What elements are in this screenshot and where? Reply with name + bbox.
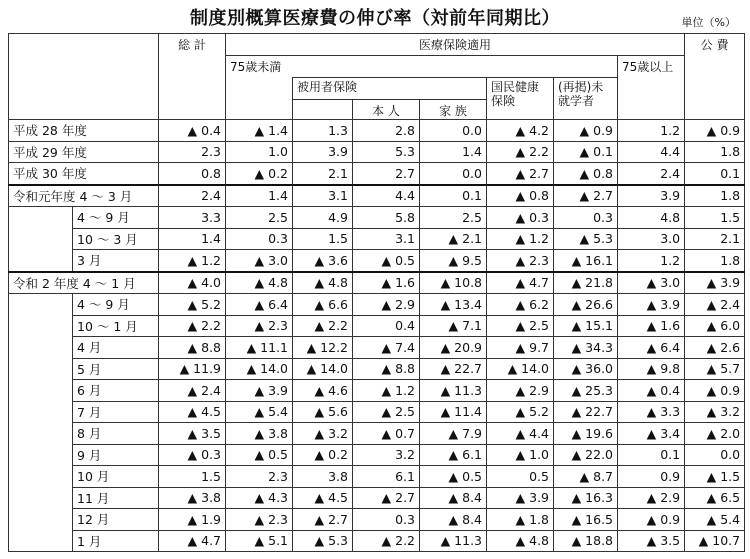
rate-cell: ▲ 5.7 bbox=[685, 358, 745, 380]
rate-cell: ▲ 2.6 bbox=[685, 337, 745, 359]
rate-cell: ▲ 2.9 bbox=[487, 380, 554, 402]
rate-cell: 5.3 bbox=[353, 141, 420, 163]
rate-cell: ▲ 14.0 bbox=[487, 358, 554, 380]
table-row bbox=[9, 272, 745, 294]
rate-cell: ▲ 0.4 bbox=[618, 380, 685, 402]
rate-cell: ▲ 2.7 bbox=[487, 163, 554, 185]
rate-cell: ▲ 6.2 bbox=[487, 294, 554, 316]
rate-cell: ▲ 8.8 bbox=[159, 337, 226, 359]
rate-cell: ▲ 4.5 bbox=[159, 401, 226, 423]
row-indent bbox=[9, 250, 73, 272]
rate-cell: ▲ 3.8 bbox=[226, 423, 293, 445]
rate-cell: ▲ 1.2 bbox=[487, 228, 554, 250]
rate-cell: ▲ 9.7 bbox=[487, 337, 554, 359]
rate-cell: ▲ 3.0 bbox=[226, 250, 293, 272]
row-indent bbox=[9, 423, 73, 445]
header-employee-total bbox=[293, 100, 353, 120]
row-sub-period-label: 5 月 bbox=[73, 358, 159, 380]
row-sub-period-label: 4 ～ 9 月 bbox=[73, 294, 159, 316]
rate-cell: 2.3 bbox=[226, 466, 293, 488]
rate-cell: 1.2 bbox=[618, 250, 685, 272]
rate-cell: ▲ 7.9 bbox=[420, 423, 487, 445]
row-indent bbox=[9, 315, 73, 337]
table-row bbox=[9, 509, 745, 531]
rate-cell: ▲ 8.7 bbox=[554, 466, 618, 488]
rate-cell: ▲ 3.9 bbox=[685, 272, 745, 294]
table-row bbox=[9, 228, 745, 250]
rate-cell: ▲ 14.0 bbox=[293, 358, 353, 380]
row-indent bbox=[9, 530, 73, 552]
table-row bbox=[9, 530, 745, 552]
rate-cell: ▲ 4.7 bbox=[487, 272, 554, 294]
rate-cell: ▲ 25.3 bbox=[554, 380, 618, 402]
row-sub-period-label: 11 月 bbox=[73, 487, 159, 509]
rate-cell: 2.3 bbox=[159, 141, 226, 163]
rate-cell: ▲ 2.2 bbox=[353, 530, 420, 552]
rate-cell: 2.1 bbox=[293, 163, 353, 185]
rate-cell: 3.3 bbox=[159, 207, 226, 229]
row-indent bbox=[9, 380, 73, 402]
row-sub-period-label: 12 月 bbox=[73, 509, 159, 531]
rate-cell: ▲ 5.4 bbox=[226, 401, 293, 423]
row-sub-period-label: 4 月 bbox=[73, 337, 159, 359]
rate-cell: 1.8 bbox=[685, 141, 745, 163]
rate-cell: 0.0 bbox=[685, 444, 745, 466]
rate-cell: 0.8 bbox=[159, 163, 226, 185]
rate-cell: ▲ 13.4 bbox=[420, 294, 487, 316]
rate-cell: ▲ 5.6 bbox=[293, 401, 353, 423]
rate-cell: 0.0 bbox=[420, 163, 487, 185]
rate-cell: ▲ 2.2 bbox=[487, 141, 554, 163]
rate-cell: 4.9 bbox=[293, 207, 353, 229]
rate-cell: ▲ 15.1 bbox=[554, 315, 618, 337]
rate-cell: ▲ 4.6 bbox=[293, 380, 353, 402]
rate-cell: 1.4 bbox=[226, 185, 293, 207]
rate-cell: 2.5 bbox=[226, 207, 293, 229]
rate-cell: ▲ 0.5 bbox=[353, 250, 420, 272]
row-sub-period-label: 4 ～ 9 月 bbox=[73, 207, 159, 229]
rate-cell: ▲ 12.2 bbox=[293, 337, 353, 359]
header-insurance: 医療保険適用 bbox=[226, 34, 685, 56]
rate-cell: 3.9 bbox=[618, 185, 685, 207]
rate-cell: ▲ 5.4 bbox=[685, 509, 745, 531]
rate-cell: ▲ 0.9 bbox=[618, 509, 685, 531]
rate-cell: ▲ 5.3 bbox=[293, 530, 353, 552]
rate-cell: 2.7 bbox=[353, 163, 420, 185]
header-principal: 本 人 bbox=[353, 100, 420, 120]
rate-cell: ▲ 14.0 bbox=[226, 358, 293, 380]
growth-rate-table bbox=[8, 33, 745, 552]
header-national: 国民健康保険 bbox=[487, 78, 554, 120]
rate-cell: 1.3 bbox=[293, 120, 353, 142]
rate-cell: ▲ 0.5 bbox=[420, 466, 487, 488]
table-row bbox=[9, 250, 745, 272]
row-sub-period-label: 10 月 bbox=[73, 466, 159, 488]
rate-cell: ▲ 5.2 bbox=[487, 401, 554, 423]
rate-cell: ▲ 3.2 bbox=[293, 423, 353, 445]
rate-cell: ▲ 2.1 bbox=[420, 228, 487, 250]
rate-cell: 4.8 bbox=[618, 207, 685, 229]
rate-cell: ▲ 0.1 bbox=[554, 141, 618, 163]
rate-cell: ▲ 0.8 bbox=[487, 185, 554, 207]
rate-cell: ▲ 6.0 bbox=[685, 315, 745, 337]
row-sub-period-label: 1 月 bbox=[73, 530, 159, 552]
table-row bbox=[9, 163, 745, 185]
rate-cell: 0.4 bbox=[353, 315, 420, 337]
rate-cell: ▲ 3.9 bbox=[226, 380, 293, 402]
row-indent bbox=[9, 207, 73, 229]
table-row bbox=[9, 207, 745, 229]
rate-cell: ▲ 2.2 bbox=[159, 315, 226, 337]
rate-cell: 0.0 bbox=[420, 120, 487, 142]
rate-cell: ▲ 0.9 bbox=[554, 120, 618, 142]
rate-cell: ▲ 1.2 bbox=[159, 250, 226, 272]
rate-cell: ▲ 2.7 bbox=[353, 487, 420, 509]
rate-cell: ▲ 1.9 bbox=[159, 509, 226, 531]
rate-cell: 2.4 bbox=[159, 185, 226, 207]
table-row bbox=[9, 380, 745, 402]
rate-cell: 1.5 bbox=[685, 207, 745, 229]
rate-cell: ▲ 2.4 bbox=[685, 294, 745, 316]
rate-cell: ▲ 2.3 bbox=[487, 250, 554, 272]
row-sub-period-label: 6 月 bbox=[73, 380, 159, 402]
row-indent bbox=[9, 466, 73, 488]
rate-cell: ▲ 0.8 bbox=[554, 163, 618, 185]
table-row bbox=[9, 487, 745, 509]
rate-cell: 0.5 bbox=[487, 466, 554, 488]
rate-cell: ▲ 8.4 bbox=[420, 509, 487, 531]
rate-cell: ▲ 1.6 bbox=[353, 272, 420, 294]
rate-cell: ▲ 3.4 bbox=[618, 423, 685, 445]
rate-cell: 0.9 bbox=[618, 466, 685, 488]
rate-cell: ▲ 0.9 bbox=[685, 120, 745, 142]
rate-cell: 3.0 bbox=[618, 228, 685, 250]
rate-cell: ▲ 2.7 bbox=[293, 509, 353, 531]
rate-cell: ▲ 4.5 bbox=[293, 487, 353, 509]
rate-cell: 1.0 bbox=[226, 141, 293, 163]
rate-cell: ▲ 10.7 bbox=[685, 530, 745, 552]
table-row bbox=[9, 444, 745, 466]
rate-cell: ▲ 0.3 bbox=[159, 444, 226, 466]
rate-cell: 3.1 bbox=[353, 228, 420, 250]
header-total: 総 計 bbox=[159, 34, 226, 120]
header-preschool: (再掲)未就学者 bbox=[554, 78, 618, 120]
row-indent bbox=[9, 509, 73, 531]
rate-cell: 3.9 bbox=[293, 141, 353, 163]
rate-cell: 0.3 bbox=[554, 207, 618, 229]
rate-cell: ▲ 4.7 bbox=[159, 530, 226, 552]
rate-cell: ▲ 1.0 bbox=[487, 444, 554, 466]
rate-cell: ▲ 22.7 bbox=[420, 358, 487, 380]
rate-cell: ▲ 0.7 bbox=[353, 423, 420, 445]
rate-cell: ▲ 3.6 bbox=[293, 250, 353, 272]
rate-cell: ▲ 6.4 bbox=[618, 337, 685, 359]
row-sub-period-label: 7 月 bbox=[73, 401, 159, 423]
rate-cell: ▲ 1.5 bbox=[685, 466, 745, 488]
rate-cell: ▲ 6.6 bbox=[293, 294, 353, 316]
rate-cell: ▲ 8.4 bbox=[420, 487, 487, 509]
rate-cell: ▲ 36.0 bbox=[554, 358, 618, 380]
row-indent bbox=[9, 487, 73, 509]
table-row bbox=[9, 423, 745, 445]
page-title: 制度別概算医療費の伸び率（対前年同期比） bbox=[190, 8, 560, 29]
table-row bbox=[9, 141, 745, 163]
table-row bbox=[9, 466, 745, 488]
table-row bbox=[9, 120, 745, 142]
header-public: 公 費 bbox=[685, 34, 745, 120]
row-indent bbox=[9, 294, 73, 316]
rate-cell: ▲ 1.2 bbox=[353, 380, 420, 402]
rate-cell: ▲ 3.0 bbox=[618, 272, 685, 294]
row-sub-period-label: 8 月 bbox=[73, 423, 159, 445]
header-employee: 被用者保険 bbox=[293, 78, 487, 100]
row-sub-period-label: 10 ～ 3 月 bbox=[73, 228, 159, 250]
rate-cell: ▲ 9.8 bbox=[618, 358, 685, 380]
rate-cell: 4.4 bbox=[618, 141, 685, 163]
rate-cell: ▲ 2.7 bbox=[554, 185, 618, 207]
rate-cell: 4.4 bbox=[353, 185, 420, 207]
rate-cell: ▲ 11.1 bbox=[226, 337, 293, 359]
rate-cell: 1.2 bbox=[618, 120, 685, 142]
table-row bbox=[9, 315, 745, 337]
rate-cell: ▲ 18.8 bbox=[554, 530, 618, 552]
row-indent bbox=[9, 444, 73, 466]
rate-cell: ▲ 22.0 bbox=[554, 444, 618, 466]
rate-cell: 0.3 bbox=[226, 228, 293, 250]
rate-cell: ▲ 2.9 bbox=[618, 487, 685, 509]
rate-cell: ▲ 6.5 bbox=[685, 487, 745, 509]
rate-cell: 0.1 bbox=[420, 185, 487, 207]
row-period-label: 令和元年度 4 ～ 3 月 bbox=[9, 185, 159, 207]
rate-cell: ▲ 4.4 bbox=[487, 423, 554, 445]
rate-cell: ▲ 7.1 bbox=[420, 315, 487, 337]
table-row bbox=[9, 337, 745, 359]
rate-cell: ▲ 5.3 bbox=[554, 228, 618, 250]
rate-cell: 3.2 bbox=[353, 444, 420, 466]
rate-cell: ▲ 20.9 bbox=[420, 337, 487, 359]
rate-cell: ▲ 11.3 bbox=[420, 380, 487, 402]
header-under75-spacer bbox=[226, 78, 293, 120]
rate-cell: ▲ 2.2 bbox=[293, 315, 353, 337]
rate-cell: ▲ 3.2 bbox=[685, 401, 745, 423]
row-sub-period-label: 10 ～ 1 月 bbox=[73, 315, 159, 337]
rate-cell: ▲ 22.7 bbox=[554, 401, 618, 423]
rate-cell: 0.1 bbox=[685, 163, 745, 185]
rate-cell: 2.5 bbox=[420, 207, 487, 229]
header-under75: 75歳未満 bbox=[226, 56, 618, 78]
row-indent bbox=[9, 337, 73, 359]
rate-cell: ▲ 4.3 bbox=[226, 487, 293, 509]
rate-cell: ▲ 10.8 bbox=[420, 272, 487, 294]
rate-cell: ▲ 3.3 bbox=[618, 401, 685, 423]
row-period-label: 令和 2 年度 4 ～ 1 月 bbox=[9, 272, 159, 294]
rate-cell: ▲ 4.8 bbox=[487, 530, 554, 552]
rate-cell: ▲ 26.6 bbox=[554, 294, 618, 316]
rate-cell: ▲ 2.3 bbox=[226, 315, 293, 337]
rate-cell: ▲ 0.4 bbox=[159, 120, 226, 142]
rate-cell: ▲ 3.5 bbox=[159, 423, 226, 445]
row-indent bbox=[9, 358, 73, 380]
rate-cell: 0.1 bbox=[618, 444, 685, 466]
rate-cell: ▲ 2.4 bbox=[159, 380, 226, 402]
rate-cell: ▲ 3.8 bbox=[159, 487, 226, 509]
rate-cell: 1.5 bbox=[159, 466, 226, 488]
rate-cell: ▲ 0.9 bbox=[685, 380, 745, 402]
rate-cell: ▲ 2.5 bbox=[353, 401, 420, 423]
rate-cell: ▲ 0.2 bbox=[226, 163, 293, 185]
rate-cell: 1.8 bbox=[685, 250, 745, 272]
row-period-label: 平成 29 年度 bbox=[9, 141, 159, 163]
rate-cell: ▲ 7.4 bbox=[353, 337, 420, 359]
rate-cell: 0.3 bbox=[353, 509, 420, 531]
header-over75: 75歳以上 bbox=[618, 56, 685, 120]
rate-cell: ▲ 3.9 bbox=[618, 294, 685, 316]
rate-cell: ▲ 11.3 bbox=[420, 530, 487, 552]
rate-cell: ▲ 1.8 bbox=[487, 509, 554, 531]
rate-cell: 1.4 bbox=[420, 141, 487, 163]
rate-cell: ▲ 6.4 bbox=[226, 294, 293, 316]
rate-cell: 2.1 bbox=[685, 228, 745, 250]
rate-cell: ▲ 4.0 bbox=[159, 272, 226, 294]
rate-cell: ▲ 4.2 bbox=[487, 120, 554, 142]
rate-cell: ▲ 8.8 bbox=[353, 358, 420, 380]
table-row bbox=[9, 294, 745, 316]
table-row bbox=[9, 358, 745, 380]
rate-cell: ▲ 16.5 bbox=[554, 509, 618, 531]
rate-cell: 5.8 bbox=[353, 207, 420, 229]
rate-cell: ▲ 9.5 bbox=[420, 250, 487, 272]
row-period-label: 平成 28 年度 bbox=[9, 120, 159, 142]
row-sub-period-label: 9 月 bbox=[73, 444, 159, 466]
header-family: 家 族 bbox=[420, 100, 487, 120]
rate-cell: ▲ 11.9 bbox=[159, 358, 226, 380]
rate-cell: ▲ 0.2 bbox=[293, 444, 353, 466]
table-body bbox=[9, 120, 745, 552]
row-indent bbox=[9, 228, 73, 250]
rate-cell: ▲ 3.5 bbox=[618, 530, 685, 552]
rate-cell: ▲ 1.4 bbox=[226, 120, 293, 142]
rate-cell: ▲ 34.3 bbox=[554, 337, 618, 359]
rate-cell: ▲ 19.6 bbox=[554, 423, 618, 445]
rate-cell: ▲ 11.4 bbox=[420, 401, 487, 423]
rate-cell: ▲ 16.3 bbox=[554, 487, 618, 509]
rate-cell: 6.1 bbox=[353, 466, 420, 488]
rate-cell: ▲ 5.2 bbox=[159, 294, 226, 316]
rate-cell: ▲ 4.8 bbox=[226, 272, 293, 294]
rate-cell: 2.8 bbox=[353, 120, 420, 142]
row-sub-period-label: 3 月 bbox=[73, 250, 159, 272]
table-row bbox=[9, 401, 745, 423]
rate-cell: ▲ 4.8 bbox=[293, 272, 353, 294]
rate-cell: ▲ 6.1 bbox=[420, 444, 487, 466]
rate-cell: ▲ 2.9 bbox=[353, 294, 420, 316]
rate-cell: 3.1 bbox=[293, 185, 353, 207]
rate-cell: ▲ 0.5 bbox=[226, 444, 293, 466]
rate-cell: 2.4 bbox=[618, 163, 685, 185]
header-blank bbox=[9, 34, 159, 120]
row-indent bbox=[9, 401, 73, 423]
rate-cell: 1.4 bbox=[159, 228, 226, 250]
rate-cell: ▲ 2.0 bbox=[685, 423, 745, 445]
rate-cell: ▲ 16.1 bbox=[554, 250, 618, 272]
rate-cell: ▲ 3.9 bbox=[487, 487, 554, 509]
rate-cell: ▲ 2.3 bbox=[226, 509, 293, 531]
rate-cell: 1.5 bbox=[293, 228, 353, 250]
rate-cell: 3.8 bbox=[293, 466, 353, 488]
row-period-label: 平成 30 年度 bbox=[9, 163, 159, 185]
rate-cell: ▲ 2.5 bbox=[487, 315, 554, 337]
unit-label: 単位（%） bbox=[681, 16, 736, 29]
table-row bbox=[9, 185, 745, 207]
rate-cell: ▲ 0.3 bbox=[487, 207, 554, 229]
rate-cell: ▲ 21.8 bbox=[554, 272, 618, 294]
rate-cell: 1.8 bbox=[685, 185, 745, 207]
rate-cell: ▲ 5.1 bbox=[226, 530, 293, 552]
rate-cell: ▲ 1.6 bbox=[618, 315, 685, 337]
